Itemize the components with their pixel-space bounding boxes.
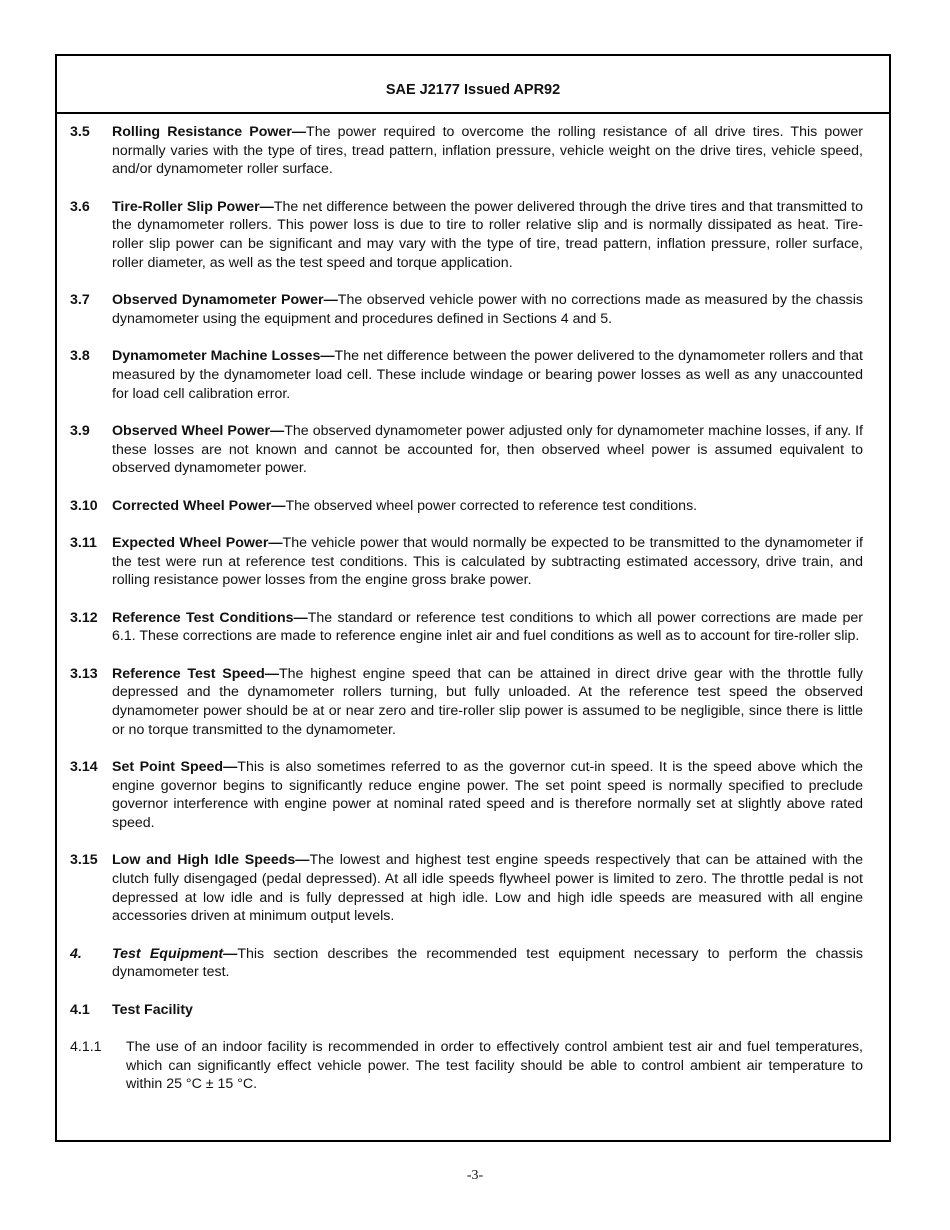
section-4-1-1	[70, 1038, 863, 1094]
section-term: Test Equipment—	[112, 945, 238, 962]
section-text: This is also sometimes referred to as the governor cut-in speed. It is the speed above which the engine governor begins to significantly reduce engine power. The set point speed is normally specified to preclude governor interference with engine power at nominal rated speed and is therefore normally set at slightly above rated speed.	[112, 758, 863, 832]
section-term: Dynamometer Machine Losses—	[112, 348, 335, 365]
section-text: The net difference between the power delivered through the drive tires and that transmitted to the dynamometer rollers. This power loss is due to tire to roller relative slip and is normally dissipated as heat. Tire-roller slip power can be significant and may vary with the type of tire, tread pattern, inflation pressure, roller surface, roller diameter, as well as the test speed and torque application.	[112, 198, 863, 271]
section-3-6	[70, 198, 863, 273]
section-term: Tire-Roller Slip Power—	[112, 198, 274, 215]
section-number: 3.13	[70, 665, 98, 682]
document-title: SAE J2177 Issued APR92	[385, 82, 561, 98]
section-text: The standard or reference test conditions to which all power corrections are made per 6.1. These corrections are made to reference engine inlet air and fuel conditions as well as to account for tire-roller slip.	[112, 609, 863, 645]
section-number: 3.6	[70, 198, 90, 215]
section-3-13	[70, 665, 863, 740]
section-3-9	[70, 422, 863, 478]
section-text: The use of an indoor facility is recommended in order to effectively control ambient test air and fuel temperatures, which can significantly effect vehicle power. The test facility should be able to control ambient air temperature to within 25 °C ± 15 °C.	[126, 1039, 863, 1093]
page-frame	[55, 54, 891, 1142]
section-number: 3.8	[70, 348, 90, 365]
page-header	[57, 56, 889, 114]
section-text: This section describes the recommended test equipment necessary to perform the chassis dynamometer test.	[112, 945, 863, 981]
document-body	[57, 114, 889, 1094]
section-term: Set Point Speed—	[112, 758, 238, 775]
section-4	[70, 945, 863, 982]
section-text: The observed dynamometer power adjusted only for dynamometer machine losses, if any. If these losses are not known and cannot be accounted for, then observed wheel power is assumed equivalent to observed dynamometer power.	[112, 422, 863, 477]
page-number: -3-	[466, 1168, 484, 1183]
section-number: 4.1	[70, 1001, 90, 1018]
section-3-12	[70, 609, 863, 646]
section-term: Corrected Wheel Power—	[112, 497, 286, 514]
section-number: 3.11	[70, 534, 97, 551]
section-number: 3.7	[70, 292, 90, 309]
section-number: 3.14	[70, 758, 98, 775]
section-number: 3.5	[70, 124, 90, 140]
section-text: The highest engine speed that can be attained in direct drive gear with the throttle fully depressed and the dynamometer rollers turning, but fully unloaded. At the reference test speed the observed dynamometer power should be at or near zero and tire-roller slip power is assumed to be negligible, since there is little or no torque transmitted to the dynamometer.	[112, 665, 864, 738]
section-3-15	[70, 851, 863, 926]
section-3-11	[70, 534, 863, 590]
section-number: 4.	[70, 945, 82, 962]
section-term: Observed Wheel Power—	[112, 422, 285, 439]
section-text: The vehicle power that would normally be expected to be transmitted to the dynamometer if the test were run at reference test conditions. This is calculated by subtracting estimated accessory, drive train, and rolling resistance power losses from the engine gross brake power.	[112, 534, 863, 589]
section-number: 3.15	[70, 852, 98, 869]
section-term: Observed Dynamometer Power—	[112, 292, 338, 309]
section-text: The observed vehicle power with no corrections made as measured by the chassis dynamometer using the equipment and procedures defined in Sections 4 and 5.	[112, 292, 864, 327]
section-3-14	[70, 758, 863, 833]
section-number: 3.12	[70, 609, 98, 626]
section-heading: Test Facility	[112, 1001, 193, 1018]
section-number: 3.9	[70, 422, 90, 439]
section-text: The power required to overcome the rolling resistance of all drive tires. This power normally varies with the type of tires, tread pattern, inflation pressure, vehicle weight on the drive tires, vehicle speed, and/or dynamometer roller surface.	[112, 124, 863, 178]
section-4-1	[70, 1001, 863, 1020]
section-term: Low and High Idle Speeds—	[112, 852, 310, 869]
section-term: Reference Test Conditions—	[112, 609, 308, 626]
section-text: The lowest and highest test engine speeds respectively that can be attained with the clutch fully disengaged (pedal depressed). At all idle speeds flywheel power is limited to zero. The throttle pedal is not depressed at low idle and is fully depressed at high idle. Low and high idle speeds are measured with all engine accessories driven at minimum output levels.	[112, 852, 863, 925]
section-term: Rolling Resistance Power—	[112, 124, 307, 140]
section-term: Expected Wheel Power—	[112, 534, 283, 551]
section-3-10	[70, 497, 863, 516]
section-3-7	[70, 291, 863, 328]
section-3-8	[70, 347, 863, 403]
section-3-5	[70, 123, 863, 179]
section-text: The observed wheel power corrected to reference test conditions.	[285, 497, 698, 514]
section-number: 4.1.1	[70, 1039, 102, 1056]
section-number: 3.10	[70, 497, 98, 514]
section-term: Reference Test Speed—	[112, 665, 279, 682]
section-text: The net difference between the power delivered to the dynamometer rollers and that measured by the dynamometer load cell. These include windage or bearing power losses as well as any unaccounted for load cell calibration error.	[112, 348, 863, 402]
